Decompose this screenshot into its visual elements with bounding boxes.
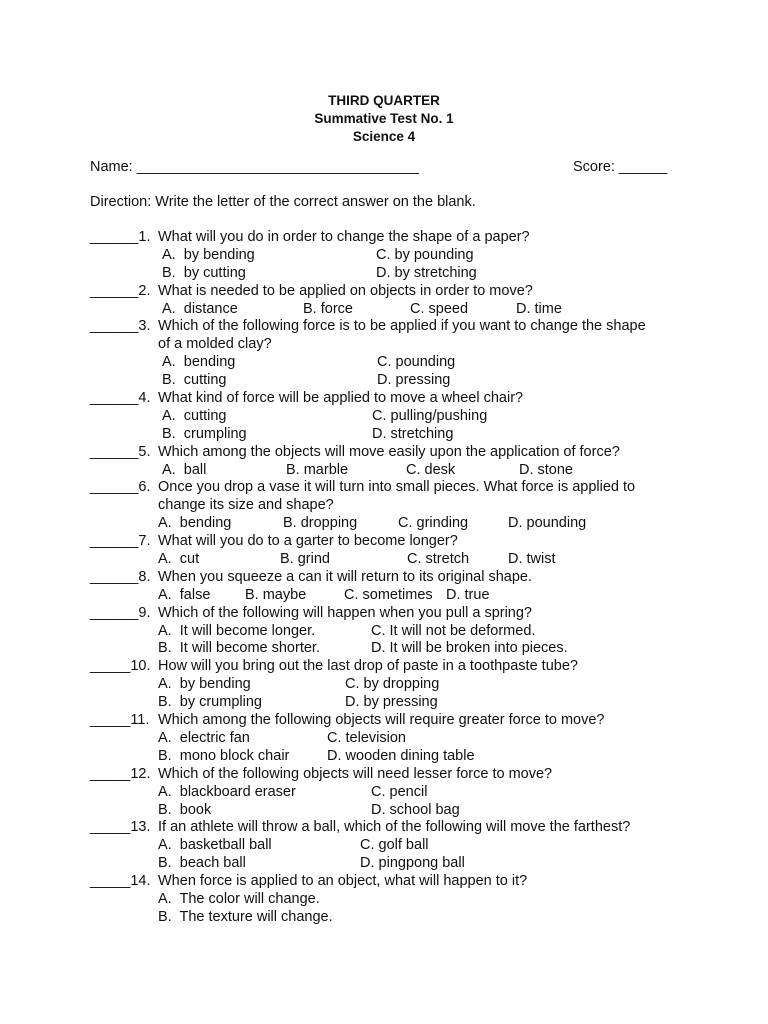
answer-blank-number: ______1.	[90, 229, 151, 245]
name-field: Name: ___________________________________	[90, 159, 419, 175]
answer-option: A. The color will change.	[158, 890, 320, 907]
answer-option: B. force	[303, 300, 353, 317]
answer-option: B. cutting	[162, 372, 227, 389]
answer-option: B. by cutting	[162, 264, 246, 281]
answer-option: C. pencil	[371, 783, 428, 800]
options-row	[90, 301, 710, 319]
options-row	[90, 855, 710, 873]
answer-option: A. bending	[158, 515, 232, 532]
options-row	[90, 640, 710, 658]
options-row	[90, 676, 710, 694]
answer-option: A. It will become longer.	[158, 622, 316, 639]
answer-option: C. grinding	[398, 515, 469, 532]
question-text: If an athlete will throw a ball, which of the following will move the farthest?	[158, 819, 631, 836]
answer-option: B. The texture will change.	[158, 908, 333, 925]
answer-option: A. by bending	[158, 676, 251, 693]
answer-blank-number: ______2.	[90, 282, 151, 299]
question-item	[90, 283, 710, 319]
answer-option: C. television	[327, 729, 406, 746]
answer-option: C. pulling/pushing	[372, 407, 488, 424]
answer-option: D. pressing	[377, 372, 451, 389]
options-row	[90, 265, 710, 283]
question-item	[90, 605, 710, 659]
question-item	[90, 873, 710, 927]
answer-option: B. mono block chair	[158, 747, 290, 764]
answer-option: C. It will not be deformed.	[371, 622, 536, 639]
question-stem-continuation	[90, 497, 710, 515]
question-text: How will you bring out the last drop of paste in a toothpaste tube?	[158, 658, 578, 675]
answer-option: B. It will become shorter.	[158, 640, 320, 657]
answer-option: D. true	[446, 586, 490, 603]
answer-blank-number: ______7.	[90, 533, 151, 550]
question-text: change its size and shape?	[158, 497, 334, 514]
answer-option: C. golf ball	[360, 837, 429, 854]
quarter-title: THIRD QUARTER	[328, 93, 440, 108]
options-row	[90, 909, 710, 927]
question-item	[90, 569, 710, 605]
answer-option: D. It will be broken into pieces.	[371, 640, 568, 657]
answer-option: B. book	[158, 801, 212, 818]
question-stem-row	[90, 766, 710, 784]
answer-blank-number: _____10.	[90, 658, 151, 675]
answer-option: B. grind	[280, 551, 330, 568]
test-title: Summative Test No. 1	[314, 111, 454, 126]
answer-blank-number: ______3.	[90, 318, 151, 335]
options-row	[90, 694, 710, 712]
answer-option: C. sometimes	[344, 586, 433, 603]
question-item	[90, 229, 710, 283]
answer-option: B. crumpling	[162, 425, 247, 442]
answer-blank-number: ______5.	[90, 443, 151, 460]
question-text: What is needed to be applied on objects in order to move?	[158, 282, 533, 299]
question-item	[90, 479, 710, 533]
answer-option: B. maybe	[245, 586, 307, 603]
options-row	[90, 623, 710, 641]
question-text: When force is applied to an object, what will happen to it?	[158, 873, 528, 890]
answer-option: A. false	[158, 586, 211, 603]
options-row	[90, 587, 710, 605]
question-item	[90, 318, 710, 390]
question-text: What will you do to a garter to become longer?	[158, 533, 458, 550]
options-row	[90, 372, 710, 390]
answer-option: D. pingpong ball	[360, 855, 465, 872]
answer-blank-number: _____14.	[90, 873, 151, 890]
options-row	[90, 891, 710, 909]
answer-option: A. blackboard eraser	[158, 783, 296, 800]
answer-option: C. speed	[410, 300, 469, 317]
direction-text: Direction: Write the letter of the correct answer on the blank.	[90, 194, 476, 210]
question-stem-row	[90, 229, 710, 247]
answer-option: B. dropping	[283, 515, 358, 532]
question-text: Which among the objects will move easily upon the application of force?	[158, 443, 620, 460]
answer-option: C. stretch	[407, 551, 470, 568]
answer-option: D. pounding	[508, 515, 587, 532]
answer-blank-number: _____11.	[90, 712, 150, 729]
question-text: Which among the following objects will require greater force to move?	[158, 712, 605, 729]
options-row	[90, 426, 710, 444]
answer-option: A. bending	[162, 354, 236, 371]
answer-option: B. marble	[286, 461, 349, 478]
answer-blank-number: ______9.	[90, 604, 151, 621]
answer-blank-number: _____13.	[90, 819, 151, 836]
answer-option: D. time	[516, 300, 562, 317]
test-header	[0, 92, 768, 146]
question-stem-row	[90, 873, 710, 891]
options-row	[90, 551, 710, 569]
options-row	[90, 515, 710, 533]
answer-option: C. by dropping	[345, 676, 440, 693]
answer-option: D. twist	[508, 551, 556, 568]
question-stem-row	[90, 569, 710, 587]
answer-option: B. beach ball	[158, 855, 246, 872]
question-item	[90, 444, 710, 480]
question-stem-row	[90, 712, 710, 730]
subject-title: Science 4	[352, 129, 416, 144]
answer-blank-number: ______8.	[90, 568, 151, 585]
question-text: Which of the following force is to be applied if you want to change the shape	[158, 318, 646, 335]
options-row	[90, 748, 710, 766]
answer-option: D. stone	[519, 461, 573, 478]
answer-option: A. basketball ball	[158, 837, 272, 854]
options-row	[90, 462, 710, 480]
options-row	[90, 784, 710, 802]
answer-option: D. wooden dining table	[327, 747, 475, 764]
options-row	[90, 408, 710, 426]
question-text: When you squeeze a can it will return to its original shape.	[158, 568, 532, 585]
question-item	[90, 533, 710, 569]
question-text: Once you drop a vase it will turn into small pieces. What force is applied to	[158, 479, 636, 496]
question-text: What kind of force will be applied to move a wheel chair?	[158, 390, 524, 407]
options-row	[90, 354, 710, 372]
score-field: Score: ______	[573, 159, 668, 175]
question-stem-row	[90, 390, 710, 408]
answer-option: D. stretching	[372, 425, 454, 442]
question-item	[90, 819, 710, 873]
answer-option: C. desk	[406, 461, 456, 478]
question-stem-row	[90, 658, 710, 676]
answer-option: D. by stretching	[376, 264, 477, 281]
question-stem-row	[90, 444, 710, 462]
question-item	[90, 712, 710, 766]
options-row	[90, 802, 710, 820]
question-stem-row	[90, 479, 710, 497]
answer-option: B. by crumpling	[158, 694, 262, 711]
options-row	[90, 837, 710, 855]
question-stem-row	[90, 533, 710, 551]
question-text: What will you do in order to change the shape of a paper?	[158, 229, 530, 245]
answer-option: D. by pressing	[345, 694, 438, 711]
question-text: Which of the following objects will need lesser force to move?	[158, 765, 553, 782]
answer-option: C. pounding	[377, 354, 456, 371]
answer-option: A. by bending	[162, 246, 255, 263]
question-item	[90, 658, 710, 712]
question-item	[90, 390, 710, 444]
question-text: Which of the following will happen when you pull a spring?	[158, 604, 532, 621]
answer-blank-number: ______4.	[90, 390, 151, 407]
options-row	[90, 247, 710, 265]
answer-option: A. distance	[162, 300, 238, 317]
question-item	[90, 766, 710, 820]
question-text: of a molded clay?	[158, 336, 272, 353]
question-list	[90, 229, 710, 927]
answer-option: D. school bag	[371, 801, 460, 818]
question-stem-row	[90, 283, 710, 301]
question-stem-row	[90, 318, 710, 336]
question-stem-row	[90, 819, 710, 837]
question-stem-continuation	[90, 336, 710, 354]
answer-blank-number: ______6.	[90, 479, 151, 496]
answer-option: A. cutting	[162, 407, 227, 424]
answer-option: A. electric fan	[158, 729, 250, 746]
answer-option: A. cut	[158, 551, 200, 568]
options-row	[90, 730, 710, 748]
answer-option: A. ball	[162, 461, 207, 478]
answer-blank-number: _____12.	[90, 765, 151, 782]
question-stem-row	[90, 605, 710, 623]
answer-option: C. by pounding	[376, 246, 474, 263]
